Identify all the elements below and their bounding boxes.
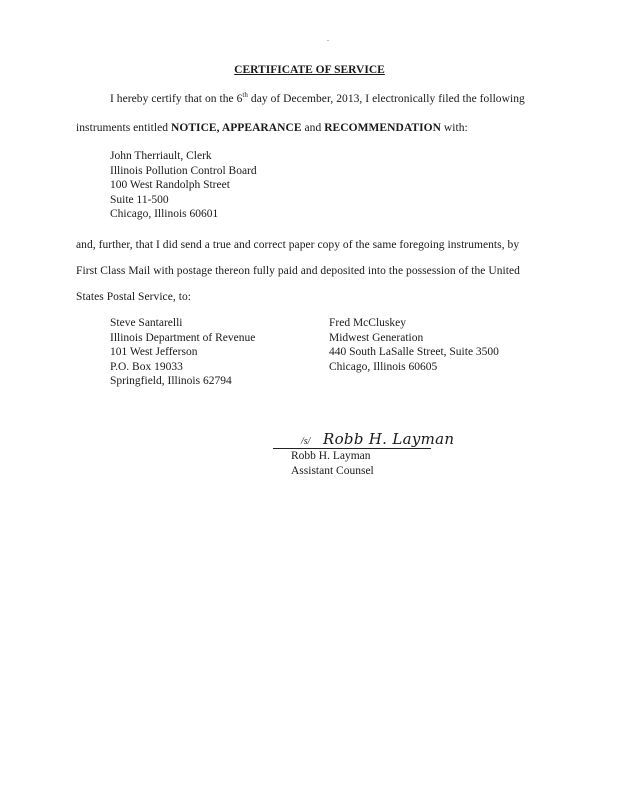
certification-line-2 (76, 122, 468, 134)
address-line: Chicago, Illinois 60601 (110, 208, 219, 220)
certification-text-a: I hereby certify that on the 6 (110, 93, 243, 105)
address-line: P.O. Box 19033 (110, 360, 183, 373)
address-line: Illinois Department of Revenue (110, 331, 256, 344)
signature-script: Robb H. Layman (323, 430, 455, 448)
instruments-title-2: RECOMMENDATION (324, 122, 441, 134)
signature-line (273, 426, 455, 449)
signer-title: Assistant Counsel (291, 464, 374, 477)
instruments-and: and (301, 122, 325, 134)
certification-line-1 (110, 93, 525, 105)
recipient-address-left (110, 316, 255, 389)
address-line: John Therriault, Clerk (110, 150, 212, 162)
signer-name: Robb H. Layman (291, 450, 371, 462)
address-line: Midwest Generation (329, 331, 424, 344)
instruments-with: with: (440, 122, 468, 134)
day-ordinal-suffix: th (242, 91, 248, 100)
address-line: Springfield, Illinois 62794 (110, 375, 232, 387)
address-line: Fred McCluskey (329, 317, 406, 329)
signer-block (291, 449, 374, 478)
instruments-text: instruments entitled (76, 122, 171, 134)
address-line: Chicago, Illinois 60605 (329, 360, 438, 373)
service-line-3: States Postal Service, to: (76, 291, 192, 303)
certification-text-b: day of December, 2013, I electronically filed the following (247, 93, 525, 105)
address-line: 100 West Randolph Street (110, 179, 230, 191)
page-mark: . (327, 34, 329, 43)
service-line-2: First Class Mail with postage thereon fully paid and deposited into the possession of the United (76, 265, 520, 277)
clerk-address (110, 149, 257, 222)
address-line: Suite 11-500 (110, 193, 169, 206)
service-line-1: and, further, that I did send a true and correct paper copy of the same foregoing instruments, by (76, 239, 520, 251)
address-line: Steve Santarelli (110, 317, 183, 329)
instruments-title-1: NOTICE, APPEARANCE (170, 122, 302, 134)
address-line: 440 South LaSalle Street, Suite 3500 (329, 346, 499, 358)
recipient-address-right (329, 316, 499, 374)
signature-prefix: /s/ (301, 436, 311, 447)
address-line: Illinois Pollution Control Board (110, 164, 257, 177)
address-line: 101 West Jefferson (110, 346, 198, 358)
certificate-title: CERTIFICATE OF SERVICE (234, 64, 385, 76)
